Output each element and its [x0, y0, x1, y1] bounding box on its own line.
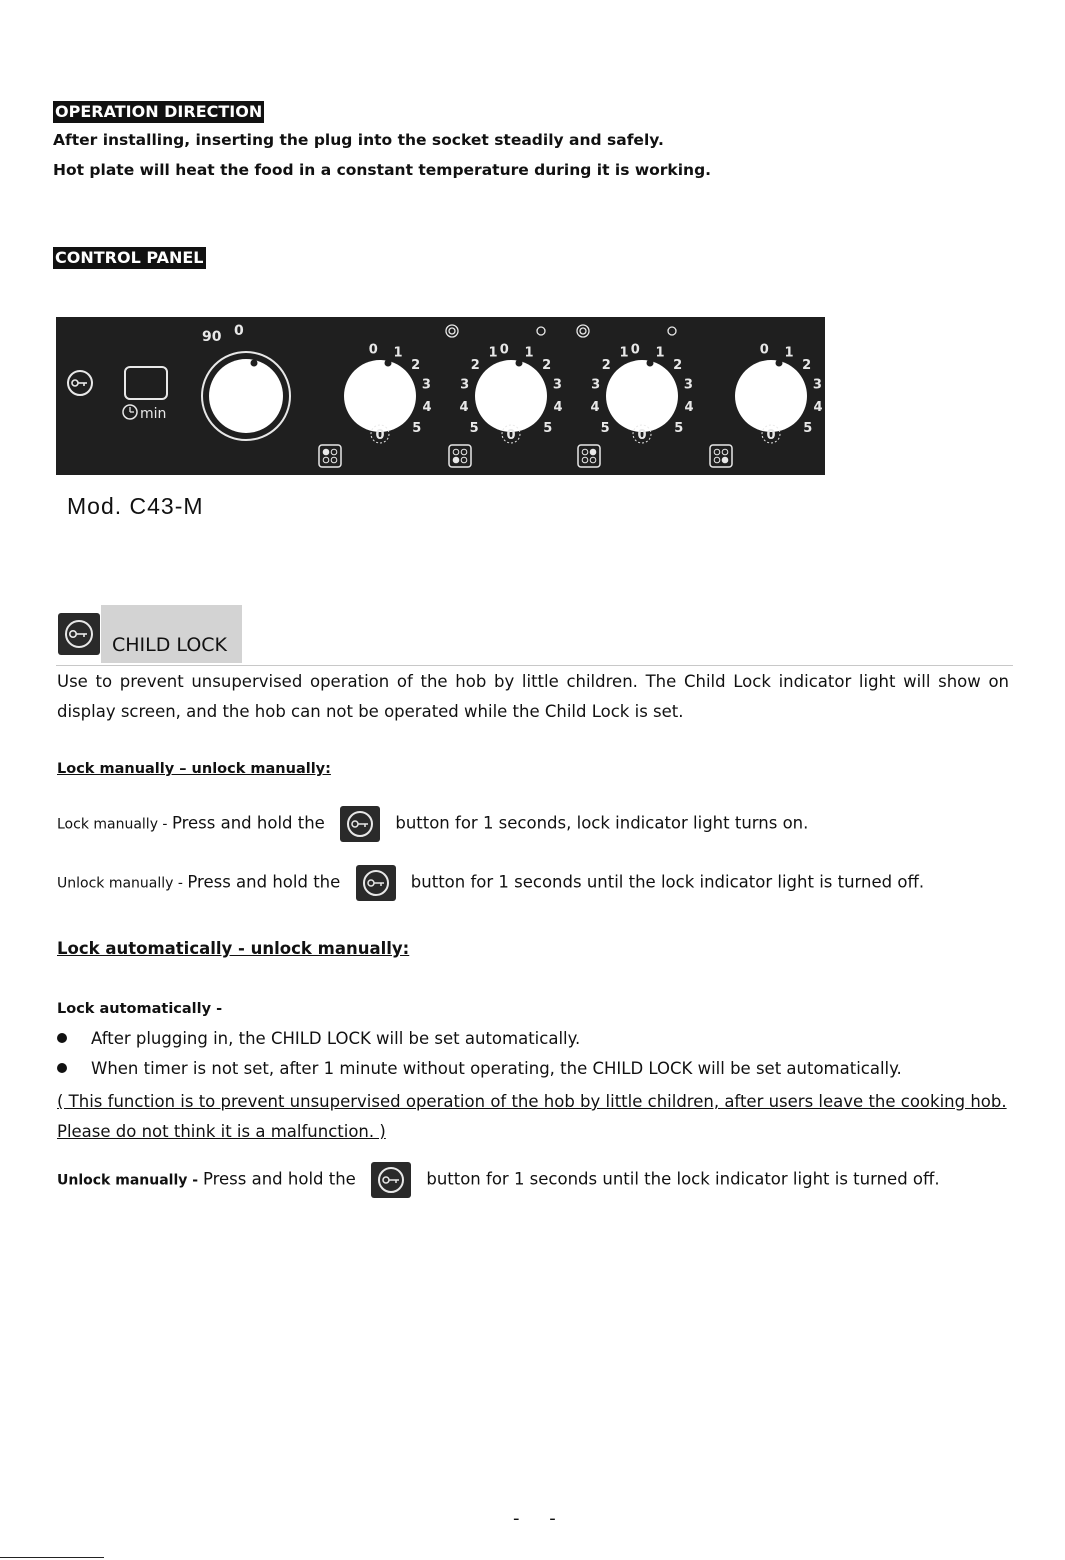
zone-selector-icon — [710, 445, 732, 467]
hob-knob — [344, 360, 416, 432]
zone-selector-icon — [578, 445, 600, 467]
unlock-manual-line — [57, 865, 924, 901]
dial-zero-label: 0 — [506, 428, 516, 443]
single-zone-icon — [537, 327, 545, 335]
dial-mark-label: 0 — [499, 342, 509, 358]
dial-mark-label: 4 — [553, 400, 563, 415]
dial-mark-label: 2 — [470, 357, 480, 373]
manual-heading: Lock manually – unlock manually: — [57, 761, 331, 777]
dual-zone-inner — [580, 328, 586, 334]
key-icon — [356, 865, 396, 901]
auto-label: Lock automatically - — [57, 1001, 223, 1017]
dial-mark-label: 0 — [759, 342, 769, 358]
dial-mark-label: 5 — [600, 420, 610, 436]
zone-selector-icon — [319, 445, 341, 467]
dial-mark-label: 2 — [802, 357, 812, 373]
unlock-manual-pre: Press and hold the — [187, 872, 341, 892]
dial-mark-label: 5 — [803, 420, 813, 436]
dial-mark-label: 1 — [784, 345, 794, 361]
operation-line-1: After installing, inserting the plug into the socket steadily and safely. — [53, 131, 664, 149]
zone-dot — [590, 457, 596, 463]
dial-mark-label: 4 — [590, 400, 600, 415]
lock-manual-line — [57, 806, 808, 842]
dial-mark-label: 2 — [601, 357, 611, 373]
dial-mark-label: 0 — [368, 342, 378, 358]
panel-key-icon — [68, 371, 92, 395]
lock-manual-pre: Press and hold the — [171, 813, 325, 833]
hob-knob — [606, 360, 678, 432]
dial-zero-label: 0 — [637, 428, 647, 443]
dial-mark-label: 3 — [683, 377, 693, 393]
lock-manual-post: button for 1 seconds, lock indicator light turns on. — [395, 813, 809, 833]
dual-zone-icon — [446, 325, 458, 337]
child-lock-intro: Use to prevent unsupervised operation of the hob by little children. The Child Lock indicator light will show on display screen, and the hob can not be operated while the Child Lock is set. — [57, 672, 1009, 721]
dial-mark-label: 5 — [674, 420, 684, 436]
dial-mark-label: 4 — [459, 400, 469, 415]
dial-mark-label: 5 — [469, 420, 479, 436]
zone-dot — [331, 457, 337, 463]
zone-dot — [722, 449, 728, 455]
zone-dot — [714, 457, 720, 463]
zone-dot — [323, 457, 329, 463]
dial-mark-label: 1 — [655, 345, 665, 361]
knob-pointer — [647, 360, 654, 367]
footer-rule — [0, 1557, 104, 1558]
zone-dot — [714, 449, 720, 455]
timer-max-label: 90 — [202, 329, 222, 345]
zone-dot — [582, 457, 588, 463]
bullet-text: After plugging in, the CHILD LOCK will be set automatically. — [91, 1029, 581, 1048]
bullet-dot — [57, 1033, 67, 1043]
child-lock-key-icon — [58, 613, 100, 655]
unlock-auto-pre: Press and hold the — [202, 1169, 356, 1189]
dial-mark-label: 4 — [813, 400, 823, 415]
operation-line-2: Hot plate will heat the food in a constant temperature during it is working. — [53, 161, 712, 179]
knob-pointer — [385, 360, 392, 367]
zone-dot — [590, 449, 596, 455]
unlock-manual-post: button for 1 seconds until the lock indicator light is turned off. — [410, 872, 925, 892]
dial-zero-label: 0 — [766, 428, 776, 443]
dual-zone-inner — [449, 328, 455, 334]
dial-mark-label: 4 — [422, 400, 432, 415]
knob-pointer — [776, 360, 783, 367]
dial-mark-label: 5 — [412, 420, 422, 436]
dial-zero-label: 0 — [375, 428, 385, 443]
dial-mark-label: 2 — [542, 357, 552, 373]
zone-dot — [331, 449, 337, 455]
dial-mark-label: 5 — [543, 420, 553, 436]
dial-mark-label: 1 — [619, 345, 629, 361]
unlock-auto-label: Unlock manually - — [57, 1172, 203, 1189]
dial-mark-label: 4 — [684, 400, 694, 415]
zone-dot — [722, 457, 728, 463]
unlock-auto-post: button for 1 seconds until the lock indicator light is turned off. — [426, 1169, 940, 1189]
bullet-text: When timer is not set, after 1 minute without operating, the CHILD LOCK will be set automatically. — [91, 1059, 902, 1078]
dial-mark-label: 3 — [552, 377, 562, 393]
hob-knob — [475, 360, 547, 432]
hob-knob — [735, 360, 807, 432]
dial-mark-label: 1 — [524, 345, 534, 361]
footer-page-marker: - - — [513, 1508, 568, 1529]
function-note: ( This function is to prevent unsupervised operation of the hob by little children, after users leave the cooking hob. Please do not think it is a malfunction. ) — [57, 1092, 1007, 1141]
model-label: Mod. C43-M — [67, 493, 204, 519]
auto-heading: Lock automatically - unlock manually: — [57, 939, 410, 958]
dial-mark-label: 2 — [411, 357, 421, 373]
zone-dot — [453, 449, 459, 455]
key-icon — [371, 1162, 411, 1198]
timer-zero-label: 0 — [234, 323, 244, 339]
dial-mark-label: 1 — [393, 345, 403, 361]
bullet-item — [57, 1029, 580, 1048]
dial-mark-label: 3 — [421, 377, 431, 393]
control-panel-image — [56, 317, 825, 475]
dial-mark-label: 3 — [460, 377, 470, 393]
unlock-manual-label: Unlock manually - — [57, 875, 188, 892]
dial-mark-label: 3 — [812, 377, 822, 393]
dial-mark-label: 2 — [673, 357, 683, 373]
key-icon — [340, 806, 380, 842]
zone-dot — [453, 457, 459, 463]
operation-heading: OPERATION DIRECTION — [55, 102, 263, 121]
zone-dot — [582, 449, 588, 455]
dual-zone-icon — [577, 325, 589, 337]
zone-dot — [461, 449, 467, 455]
control-panel-heading: CONTROL PANEL — [55, 248, 204, 267]
dial-mark-label: 1 — [488, 345, 498, 361]
timer-display-icon — [123, 367, 167, 422]
dial-mark-label: 0 — [630, 342, 640, 358]
zone-dot — [323, 449, 329, 455]
child-lock-rule — [56, 665, 1013, 666]
timer-unit-label: min — [140, 406, 167, 422]
dial-mark-label: 3 — [591, 377, 601, 393]
zone-dot — [461, 457, 467, 463]
timer-knob — [202, 323, 290, 440]
knob-pointer — [516, 360, 523, 367]
lock-manual-label: Lock manually - — [57, 816, 172, 833]
bullet-item — [57, 1059, 902, 1078]
zone-selector-icon — [449, 445, 471, 467]
bullet-dot — [57, 1063, 67, 1073]
single-zone-icon — [668, 327, 676, 335]
child-lock-title: CHILD LOCK — [112, 634, 228, 656]
unlock-auto-line — [57, 1162, 940, 1198]
